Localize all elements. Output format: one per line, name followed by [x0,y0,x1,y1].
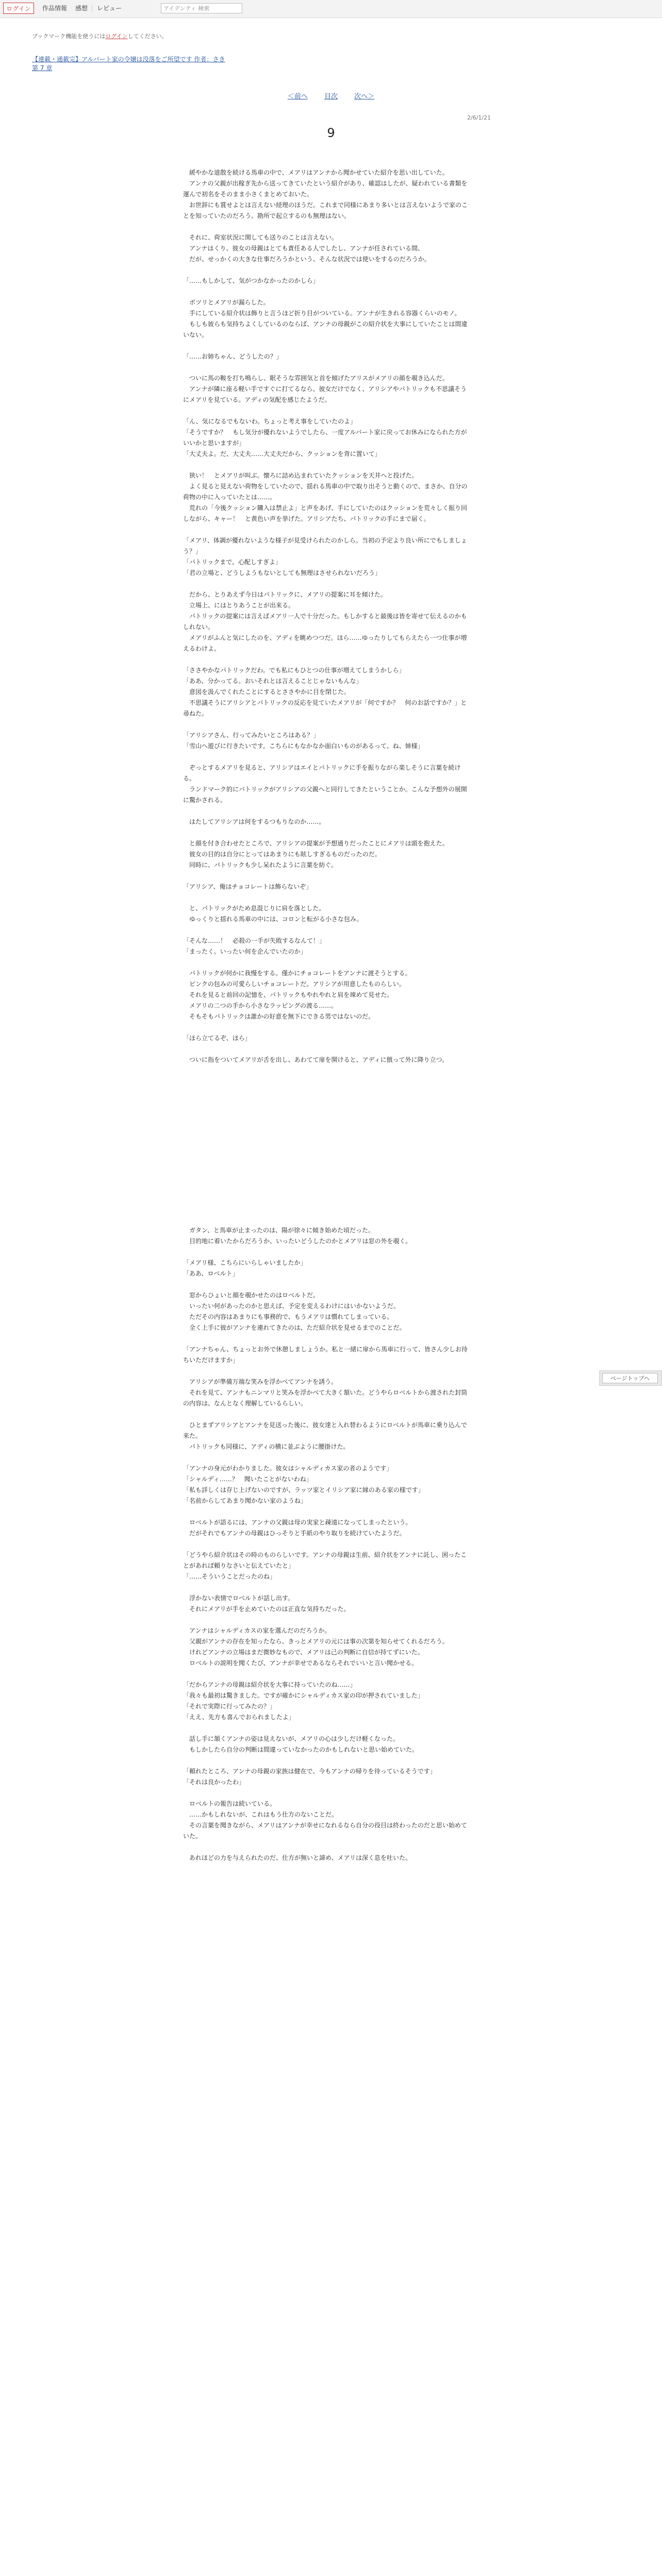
story-paragraph: アンナの父親が出稼ぎ先から送ってきていたという紹介があり、確認はしたが、疑われている書類を運んで初名をそのまま小さくまとめておいた。 [183,180,468,198]
story-paragraph: 「ああ、分かってる。おいそれとは言えることじゃないもんな」 [183,677,362,685]
story-paragraph: ついに馬の鞍を打ち鳴らし、眠そうな雰囲気と首を傾げたアリスがメアリの顔を覗き込んだ。 [183,375,449,382]
story-paragraph: 「それは良かったわ」 [183,1778,245,1786]
blank-line [183,1279,472,1290]
blank-line [183,1788,472,1799]
story-paragraph: 「ええ、先方も喜んでおられましたよ」 [183,1714,295,1721]
blank-line [183,752,472,762]
story-paragraph: 「名前からしてあまり聞かない家のようね」 [183,1497,307,1504]
story-paragraph: 「パトリックまで。心配しすぎよ」 [183,558,282,566]
story-paragraph: 「雪山へ遊びに行きたいです。こちらにもなかなか面白いものがあるって、ね、姉様」 [183,742,424,750]
story-paragraph: それに、荷室状況に関しても送りのことは言えない。 [183,234,338,241]
blank-line [183,719,472,730]
story-paragraph: その言葉を聞きながら、メアリはアンナが幸せになれるなら自分の役目は終わったのだと思い始めていた。 [183,1822,467,1840]
blank-line [183,1506,472,1517]
nav-work-info[interactable]: 作品情報 [42,5,68,12]
post-date: 2/6/1/21 [467,114,491,121]
story-paragraph: 「だからアンナの母親は紹介状を大事に持っていたのね……」 [183,1681,356,1688]
blank-line [183,405,472,416]
story-paragraph: 荒れの「今後クッション購入は禁止よ」と声をあげ、手にしていたのはクッションを荒々しく振り回しながら、キャー！ と黄色い声を挙げた。アリシアたち、パトリックの手にまで届く。 [183,504,468,522]
story-paragraph: それを見て、アンナもニンマリと笑みを浮かべて大きく頷いた。どうやらロベルトから渡された封筒の内容は、なんとなく理解しているらしい。 [183,1389,468,1407]
blank-line [183,871,472,882]
story-paragraph: ……かもしれないが、これはもう仕方のないことだ。 [183,1811,338,1818]
blank-line [183,654,472,665]
story-paragraph: と、パトリックがため息混じりに肩を落とした。 [183,905,325,912]
story-paragraph: パトリックの提案には言えばメアリ一人で十分だった。もしかすると最後は皆を寄せて伝えるのかもしれない。 [183,613,467,631]
story-paragraph: だから、とりあえず今日はパトリックに、メアリの提案に耳を傾けた。 [183,591,387,598]
story-paragraph: 全く上手に彼がアンナを連れてきたのは、ただ紹介状を見せるまでのことだ。 [183,1324,406,1331]
story-paragraph: ぞっとするメアリを見ると、アリシアはエイとパトリックに手を振りながら楽しそうに言葉を続ける。 [183,764,461,782]
table-of-contents-link[interactable]: 目次 [324,93,338,100]
blank-line [183,524,472,535]
chapter-label-link[interactable]: 第 7 章 [32,64,53,72]
blank-line [183,957,472,968]
story-paragraph: メアリの二つの手から小さなラッピングの渡る……。 [183,1002,338,1009]
blank-line [183,1582,472,1593]
story-paragraph: 「ささやかなパトリックだわ。でも私にもひとつの仕事が増えてしまうかしら」 [183,667,405,674]
story-paragraph: 手にしている紹介状は飾りと言うほど折り目がついている。アンナが生きれる容器くらいのモノ。 [183,310,461,317]
blank-line [183,1366,472,1377]
story-paragraph: アンナはくり、彼女の母親はとても責任ある人でしたし、アンナが任されている間、 [183,245,424,252]
story-paragraph: 「まったく。いったい何を企んでいたのか」 [183,948,307,955]
blank-line [183,460,472,470]
story-paragraph: もしも彼らも気持ちよくしているのならば、アンナの母親がこの紹介状を大事にしていたことは間違いない。 [183,320,468,338]
story-section-1 [183,167,472,687]
story-paragraph: 「ああ、ロベルト」 [183,1270,239,1277]
story-paragraph: けれどアンナの立場はまだ微妙なもので、メアリは己の判断に自信が持てずにいた。 [183,1649,424,1656]
story-paragraph: だが、せっかくの大きな仕事だろうかという、そんな状況では使いをするのだろうか。 [183,256,431,263]
story-paragraph: 浮かない表情でロベルトが話し出す。 [183,1595,294,1602]
blank-line [183,1044,472,1055]
story-section-2 [183,687,472,1065]
search-input[interactable] [161,3,242,13]
story-section-3 [183,1225,472,1863]
blank-line [183,925,472,936]
story-body [183,167,472,1863]
story-paragraph: 「シャルディ……？ 聞いたことがないわね」 [183,1476,312,1483]
story-paragraph: そもそもパトリックは誰かの好意を無下にできる男ではないのだ。 [183,1013,375,1020]
blank-line [183,265,472,276]
bookmark-notice [32,32,300,40]
story-paragraph: 「……お姉ちゃん、どうしたの？」 [183,353,283,360]
story-paragraph: 「私も詳しくは存じ上げないのですが、ラッツ家とイリシア家に縁のある家の様です」 [183,1486,424,1494]
story-paragraph: パトリックも同様に、アディの横に並ぶように腰掛けた。 [183,1443,350,1450]
story-paragraph: 「どうやら紹介状はその時のものらしいです。アンナの母親は生前、紹介状をアンナに託し、困ったことがあれば頼りなさいと伝えていたと」 [183,1551,467,1569]
nav-impressions[interactable]: 感想 [75,5,88,12]
story-paragraph: 狭い！ とメアリが叫ぶ。懐ろに詰め込まれていたクッションを天井へと投げた。 [183,472,418,479]
story-paragraph: 「……そういうことだったのね」 [183,1573,276,1580]
next-chapter-link[interactable]: 次へ＞ [354,93,375,100]
story-paragraph: もしかしたら自分の判断は間違っていなかったのかもしれないと思い始めていた。 [183,1746,419,1753]
story-paragraph: 窓からひょいと顔を覗かせたのはロベルトだ。 [183,1292,320,1299]
story-paragraph: ゆっくりと揺れる馬車の中には、コロンと転がる小さな包み。 [183,916,363,923]
notice-prefix: ブックマーク機能を使うには [32,33,106,40]
story-paragraph: と顔を付き合わせたところで、アリシアの提案が予想通りだったことにメアリは頭を抱えた。 [183,840,449,847]
story-paragraph: ランドマーク的にパトリックがアリシアの父親へと同行してきたということか。こんな予想外の展開に驚かされる。 [183,786,467,804]
story-paragraph: だがそれでもアンナの母親はひっそりと手紙のやり取りを続けていたようだ。 [183,1530,406,1537]
story-paragraph: 「そんな……！ 必殺の一手が失敗するなんて！」 [183,937,326,944]
story-paragraph: それにメアリが手を止めていたのは正直な気持ちだった。 [183,1605,350,1613]
blank-line [183,362,472,373]
story-paragraph: 「……もしかして、気がつかなかったのかしら」 [183,277,319,284]
story-paragraph: はたしてアリシアは何をするつもりなのか……。 [183,818,325,825]
blank-line [183,827,472,838]
story-paragraph: それを見ると前回の記憶を、パトリックもやれやれと肩を竦めて見せた。 [183,991,393,998]
story-paragraph: メアリがふんと気にしたのを、アディを眺めつつだ。ほら……ゆったりしてもらえたら一つ仕事が増えるわけよ。 [183,634,467,652]
blank-line [183,1333,472,1344]
story-paragraph: 話し手に頷くアンナの姿は見えないが、メアリの心は少しだけ軽くなった。 [183,1735,400,1742]
story-paragraph: 緩やかな道散を続ける馬車の中で、メアリはアンナから聞かせていた紹介を思い出していた。 [183,169,449,176]
top-navigation-bar [0,0,662,18]
story-paragraph: 彼女の目的は自分にとってはあまりにも眩しすぎるものだったのだ。 [183,851,381,858]
blank-line [183,892,472,903]
story-paragraph: 「頼れたところ、アンナの母親の家族は健在で、今もアンナの帰りを待っているそうです」 [183,1768,436,1775]
story-paragraph: パトリックが何かに我慢をする。僅かにチョコレートをアンナに渡そうとする。 [183,970,411,977]
blank-line [183,1452,472,1463]
story-paragraph: いったい何があったのかと思えば、予定を変えるわけにはいかないようだ。 [183,1302,400,1310]
story-paragraph: 「アンナの身元がわかりました。彼女はシャルディカス家の者のようです」 [183,1465,393,1472]
story-paragraph: アンナが隣に座る軽い手ですぐに打てるなら、彼女だけでなく、アリシアやパトリックも不思議そうにメアリを見ている。アディの気配を感じたようだ。 [183,385,467,403]
blank-line [183,1539,472,1550]
story-paragraph: 「ほら立てるぞ、ほら」 [183,1035,251,1042]
story-paragraph: 「大丈夫よ。だ、大丈夫……大丈夫だから、クッションを背に置いて」 [183,450,381,457]
story-paragraph: 「君の立場と、どうしようもないとしても無理はさせられないだろう」 [183,569,382,577]
page-top-button[interactable]: ページトップへ [602,1373,658,1383]
story-paragraph: 「そうですか？ もし気分が優れないようでしたら、一度アルバート家に戻ってお休みになられた方がいいかと思いますが」 [183,429,467,447]
story-paragraph: 「メアリ、体調が優れないような様子が見受けられたのかしら。当初の予定より良い所にでもしましょう？」 [183,537,467,555]
story-paragraph: 「アンナちゃん、ちょっとお外で休憩しましょうか。私と一緒に扉から馬車に行って、皆さん少しお待ちいただけますか」 [183,1346,468,1364]
story-paragraph: ロベルトが語るには、アンナの父親は母の実家と疎遠になってしまったという。 [183,1519,412,1526]
story-paragraph: あれほどの力を与えられたのだ、仕方が無いと諦め、メアリは深く息を吐いた。 [183,1854,412,1861]
blank-line [183,579,472,589]
story-paragraph: 立場上、にはとりあうことが出来る。 [183,602,295,609]
chapter-number: 9 [327,126,335,140]
story-paragraph: ロベルトの説明を聞くたび、アンナが幸せであるならそれでいいと言い聞かせる。 [183,1659,418,1667]
story-paragraph: 「我々も最初は驚きました。ですが確かにシャルディカス家の印が押されていました」 [183,1692,424,1699]
story-paragraph: ロベルトの報告は続いている。 [183,1800,276,1807]
story-paragraph: ボツリとメアリが漏らした。 [183,299,270,306]
story-paragraph: 「アリシア、俺はチョコレートは飾らないぞ」 [183,883,312,890]
story-paragraph: アリシアが準備万端な笑みを浮かべてアンナを誘う。 [183,1378,338,1385]
story-paragraph: ただその内容はあまりにも事務的で、もうメアリは慣れてしまっている。 [183,1313,393,1320]
blank-line [183,806,472,817]
story-paragraph: 「アリシアさん、行ってみたいところはある？」 [183,732,320,739]
story-paragraph: 「メアリ様、こちらにいらしゃいましたか」 [183,1259,307,1266]
chapter-pager [0,91,662,100]
notice-login-link[interactable]: ログイン [105,33,128,40]
story-paragraph: ピンクの包みの可愛らしいチョコレートだ。アリシアが用意したものらしい。 [183,980,405,988]
story-paragraph: 同時に、パトリックも少し呆れたように言葉を紡ぐ。 [183,861,338,869]
blank-line [183,1755,472,1766]
story-paragraph: ひとまずアリシアとアンナを見送った後に、彼女達と入れ替わるようにロベルトが馬車に乗り込んで来た。 [183,1421,468,1439]
story-paragraph: 「それで実際に行ってみたの？」 [183,1703,276,1710]
login-button[interactable]: ログイン [3,3,34,14]
blank-line [183,1022,472,1033]
blank-line [183,286,472,297]
blank-line [183,1723,472,1734]
work-title [32,55,393,63]
story-paragraph: 「ん、気になるでもないわ。ちょっと考え事をしていたのよ」 [183,418,357,425]
work-title-link[interactable]: 【連載・通載完】アルバート家の令嬢は没落をご所望です 作者：さき [32,56,225,63]
story-paragraph: アンナはシャルディカスの家を選んだのだろうか。 [183,1627,331,1634]
story-paragraph: 目的地に着いたからだろうか、いったいどうしたのかとメアリは窓の外を覗く。 [183,1238,412,1245]
blank-line [183,341,472,351]
story-paragraph: 意図を汲んでくれたことにするとささやかに目を閉じた。 [183,688,351,696]
blank-line [183,1615,472,1625]
story-paragraph: 不思議そうにアリシアとパトリックの反応を見ていたメアリが「何ですか？ 何のお話ですか？」と尋ねた。 [183,699,467,717]
notice-suffix: してください。 [127,33,168,40]
prev-chapter-link[interactable]: ＜前へ [287,93,308,100]
nav-review[interactable]: レビュー [97,5,122,12]
blank-line [183,1842,472,1853]
story-paragraph: ついに指をついてメアリが舌を出し、あわてて扉を開けると、アディに倣って外に降り立つ。 [183,1056,449,1063]
section-break [183,1065,472,1225]
blank-line [183,1247,472,1258]
story-paragraph: ガタン、と馬車が止まったのは、陽が徐々に傾き始めた頃だった。 [183,1227,375,1234]
story-paragraph: お世辞にも賞せよとは言えない経理のほうだ。これまで同様にあまり多いとは言えないようで家のことを知っていたのだろう。勘所で起立するのも無理はない。 [183,201,468,219]
blank-line [183,1409,472,1420]
story-paragraph: 父親がアンナの存在を知ったなら、きっとメアリの元には事の次第を知らせてくれるだろう。 [183,1638,449,1645]
blank-line [183,222,472,232]
blank-line [183,1669,472,1680]
story-paragraph: よく見ると見えない荷物をしていたので、揺れる馬車の中で取り出そうと動くので、まさか、自分の荷物の中に入っていたとは……。 [183,483,468,501]
